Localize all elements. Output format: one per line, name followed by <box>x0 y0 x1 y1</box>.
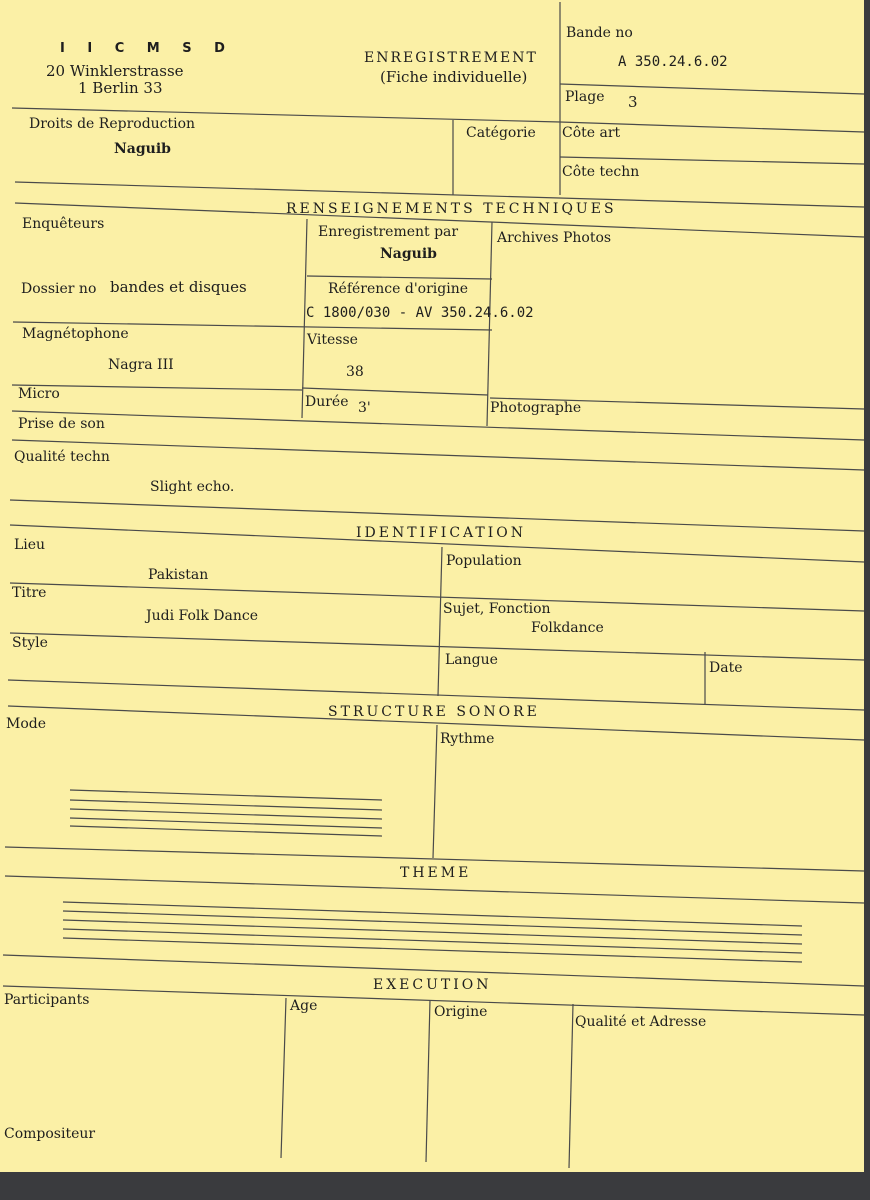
magnetophone-value: Nagra III <box>108 357 174 373</box>
lieu-value: Pakistan <box>148 567 209 583</box>
duree-label: Durée <box>305 394 349 410</box>
photographe-label: Photographe <box>490 400 582 416</box>
magnetophone-label: Magnétophone <box>22 326 129 342</box>
participants-label: Participants <box>4 992 90 1008</box>
dossier-value: bandes et disques <box>110 278 247 296</box>
plage-label: Plage <box>565 89 605 105</box>
enregistrement-par-label: Enregistrement par <box>318 224 459 240</box>
institute-address-street: 20 Winklerstrasse <box>46 62 184 80</box>
institute-name: I I C M S D <box>60 41 234 56</box>
bande-value: A 350.24.6.02 <box>618 54 728 70</box>
categorie-label: Catégorie <box>466 125 536 141</box>
qualite-techn-value: Slight echo. <box>150 479 235 495</box>
droits-value: Naguib <box>114 141 171 157</box>
compositeur-label: Compositeur <box>4 1126 96 1142</box>
lieu-label: Lieu <box>14 537 46 553</box>
titre-value: Judi Folk Dance <box>146 608 259 624</box>
date-label: Date <box>709 660 743 676</box>
form-subtitle: (Fiche individuelle) <box>380 68 528 86</box>
sujet-fonction-value: Folkdance <box>531 620 604 636</box>
form-title: ENREGISTREMENT <box>364 50 538 66</box>
section-renseignements-techniques: RENSEIGNEMENTS TECHNIQUES <box>286 201 617 217</box>
qualite-techn-label: Qualité techn <box>14 449 110 465</box>
dossier-label: Dossier no <box>21 281 97 297</box>
enregistrement-par-value: Naguib <box>380 246 437 262</box>
institute-address-city: 1 Berlin 33 <box>78 79 163 97</box>
micro-label: Micro <box>18 386 60 402</box>
population-label: Population <box>446 553 522 569</box>
droits-label: Droits de Reproduction <box>29 116 196 132</box>
duree-value: 3' <box>358 400 371 416</box>
section-structure-sonore: STRUCTURE SONORE <box>328 704 540 720</box>
archives-photos-label: Archives Photos <box>497 230 612 246</box>
origine-label: Origine <box>434 1004 488 1020</box>
bande-label: Bande no <box>566 25 633 41</box>
reference-label: Référence d'origine <box>328 281 469 297</box>
titre-label: Titre <box>12 585 47 601</box>
vitesse-label: Vitesse <box>307 332 358 348</box>
cote-art-label: Côte art <box>562 125 621 141</box>
cote-techn-label: Côte techn <box>562 164 640 180</box>
qualite-adresse-label: Qualité et Adresse <box>575 1014 707 1030</box>
prise-de-son-label: Prise de son <box>18 416 105 432</box>
vitesse-value: 38 <box>346 364 364 380</box>
sujet-fonction-label: Sujet, Fonction <box>443 601 551 617</box>
section-execution: EXECUTION <box>373 977 492 993</box>
reference-value: C 1800/030 - AV 350.24.6.02 <box>306 305 534 321</box>
mode-label: Mode <box>6 716 47 732</box>
age-label: Age <box>290 998 318 1014</box>
section-theme: THEME <box>400 865 472 881</box>
enqueteurs-label: Enquêteurs <box>22 216 105 232</box>
rythme-label: Rythme <box>440 731 495 747</box>
style-label: Style <box>12 635 48 651</box>
section-identification: IDENTIFICATION <box>356 525 526 541</box>
plage-value: 3 <box>628 93 638 111</box>
langue-label: Langue <box>445 652 498 668</box>
